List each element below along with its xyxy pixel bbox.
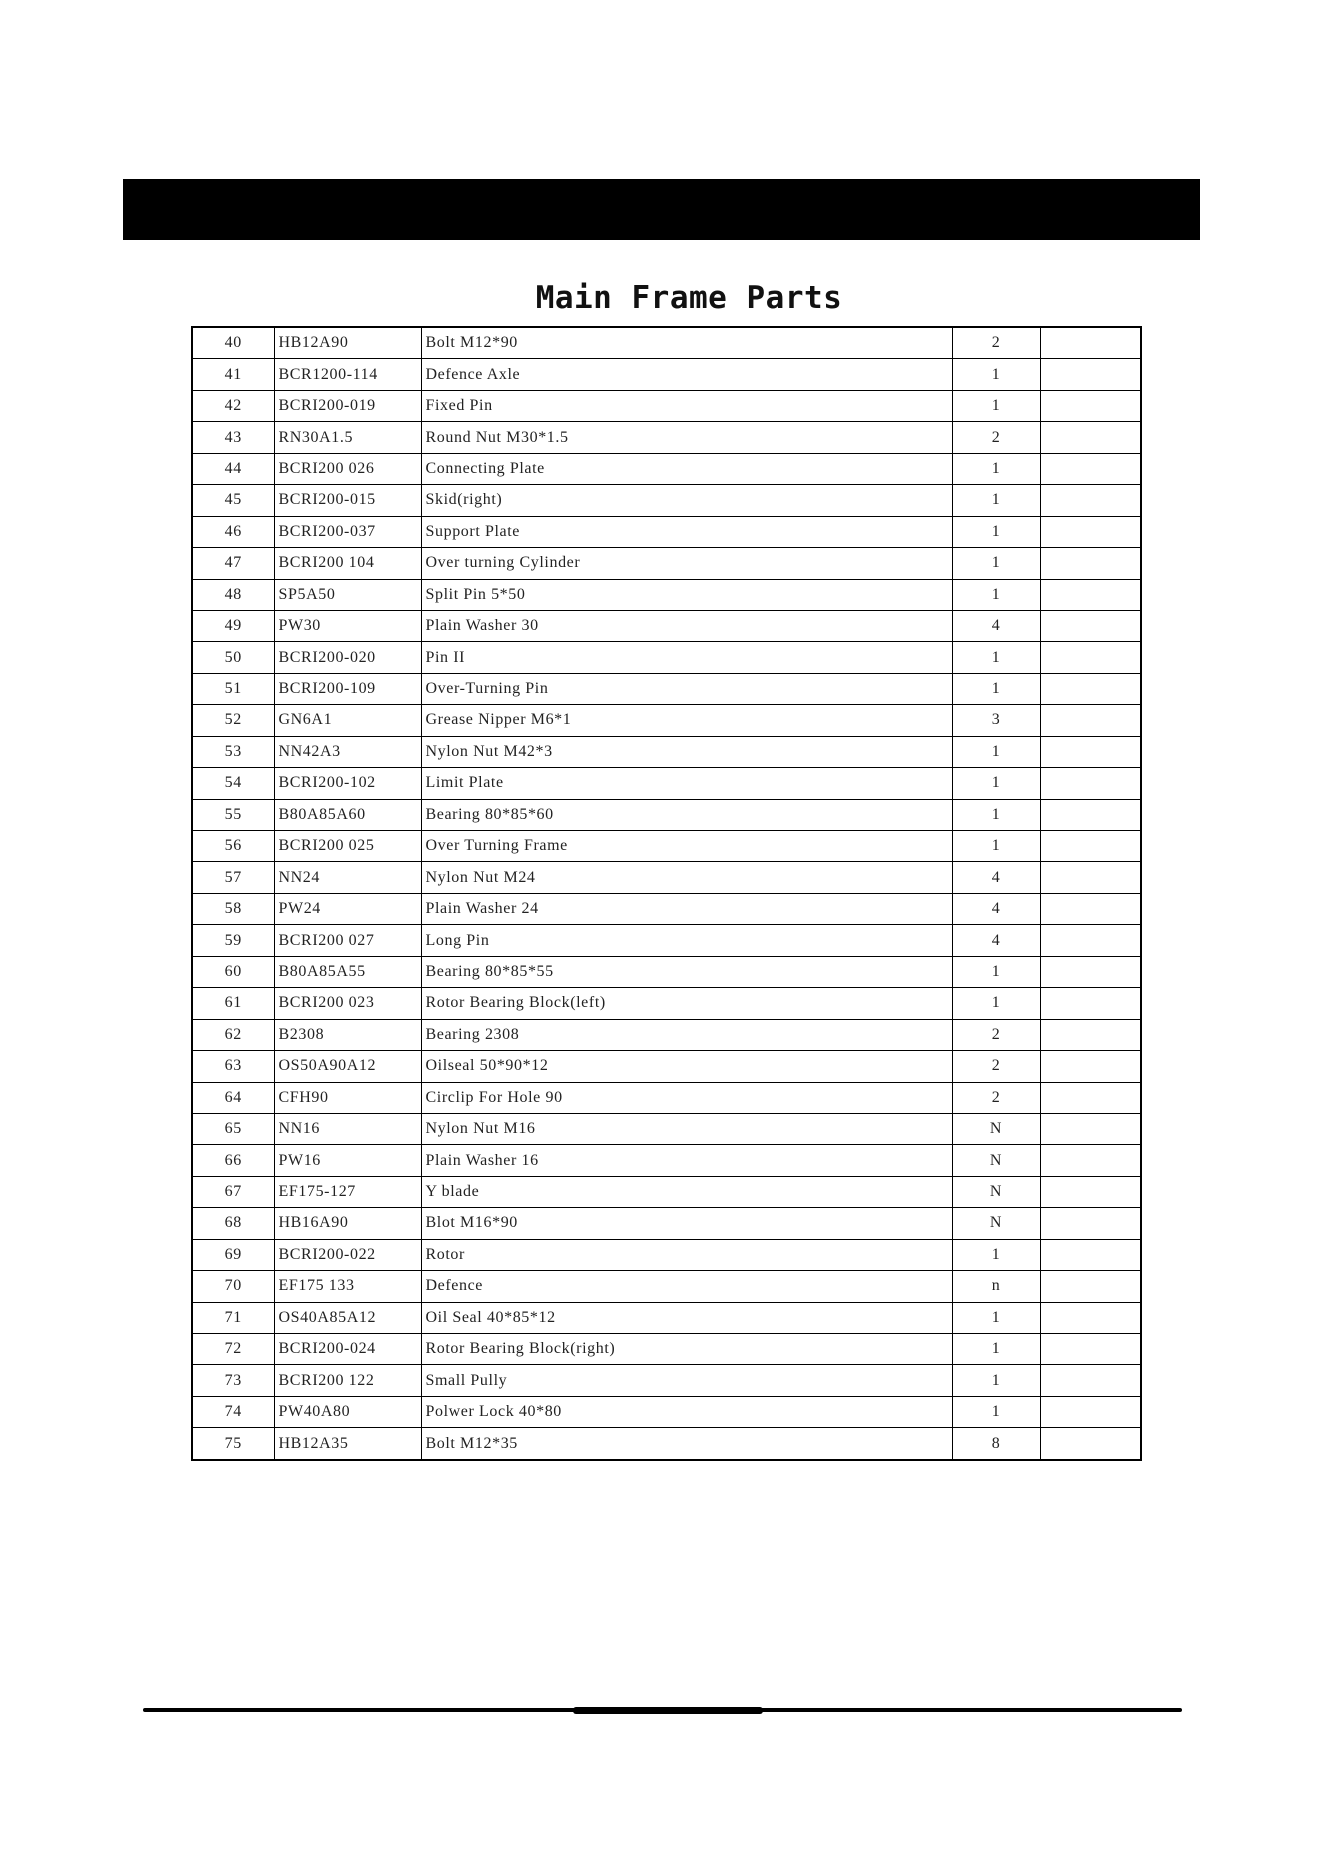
part-code-cell: BCRI200 104 (274, 548, 421, 579)
table-row (192, 1176, 1141, 1207)
quantity-cell: 3 (952, 705, 1040, 736)
part-code-cell: B80A85A60 (274, 799, 421, 830)
part-number-cell: 67 (192, 1176, 274, 1207)
quantity-cell: 1 (952, 1239, 1040, 1270)
table-row (192, 831, 1141, 862)
part-code-cell: BCRI200-020 (274, 642, 421, 673)
remark-cell (1040, 1208, 1141, 1239)
remark-cell (1040, 1051, 1141, 1082)
part-name-cell: Limit Plate (421, 768, 952, 799)
remark-cell (1040, 1113, 1141, 1144)
table-row (192, 956, 1141, 987)
part-name-cell: Plain Washer 24 (421, 893, 952, 924)
part-name-cell: Split Pin 5*50 (421, 579, 952, 610)
remark-cell (1040, 1145, 1141, 1176)
table-row (192, 485, 1141, 516)
part-number-cell: 51 (192, 673, 274, 704)
table-row (192, 1113, 1141, 1144)
table-row (192, 548, 1141, 579)
part-number-cell: 55 (192, 799, 274, 830)
part-name-cell: Grease Nipper M6*1 (421, 705, 952, 736)
table-row (192, 768, 1141, 799)
table-row (192, 516, 1141, 547)
remark-cell (1040, 579, 1141, 610)
table-row (192, 390, 1141, 421)
part-number-cell: 45 (192, 485, 274, 516)
part-number-cell: 75 (192, 1428, 274, 1460)
part-code-cell: NN16 (274, 1113, 421, 1144)
table-row (192, 327, 1141, 359)
part-code-cell: BCRI200 023 (274, 988, 421, 1019)
part-code-cell: BCRI200-037 (274, 516, 421, 547)
table-row (192, 359, 1141, 390)
part-number-cell: 71 (192, 1302, 274, 1333)
remark-cell (1040, 705, 1141, 736)
part-number-cell: 44 (192, 453, 274, 484)
part-code-cell: OS40A85A12 (274, 1302, 421, 1333)
page-title: Main Frame Parts (535, 280, 843, 316)
part-code-cell: BCRI200-022 (274, 1239, 421, 1270)
table-row (192, 1334, 1141, 1365)
parts-table-body (192, 327, 1141, 1460)
part-name-cell: Bolt M12*90 (421, 327, 952, 359)
part-number-cell: 52 (192, 705, 274, 736)
remark-cell (1040, 485, 1141, 516)
remark-cell (1040, 799, 1141, 830)
remark-cell (1040, 768, 1141, 799)
part-code-cell: HB12A90 (274, 327, 421, 359)
table-row (192, 799, 1141, 830)
remark-cell (1040, 1302, 1141, 1333)
part-number-cell: 73 (192, 1365, 274, 1396)
part-name-cell: Bearing 80*85*60 (421, 799, 952, 830)
table-row (192, 1019, 1141, 1050)
part-number-cell: 50 (192, 642, 274, 673)
quantity-cell: n (952, 1271, 1040, 1302)
part-name-cell: Defence (421, 1271, 952, 1302)
quantity-cell: 4 (952, 925, 1040, 956)
quantity-cell: 1 (952, 642, 1040, 673)
part-number-cell: 41 (192, 359, 274, 390)
page-title-wrap (0, 276, 1324, 320)
remark-cell (1040, 610, 1141, 641)
quantity-cell: N (952, 1176, 1040, 1207)
part-name-cell: Over-Turning Pin (421, 673, 952, 704)
quantity-cell: 1 (952, 516, 1040, 547)
table-row (192, 1145, 1141, 1176)
table-row (192, 1208, 1141, 1239)
quantity-cell: 1 (952, 956, 1040, 987)
part-code-cell: BCR1200-114 (274, 359, 421, 390)
quantity-cell: 1 (952, 485, 1040, 516)
part-name-cell: Long Pin (421, 925, 952, 956)
part-name-cell: Blot M16*90 (421, 1208, 952, 1239)
part-number-cell: 47 (192, 548, 274, 579)
quantity-cell: 1 (952, 988, 1040, 1019)
part-code-cell: PW30 (274, 610, 421, 641)
table-row (192, 736, 1141, 767)
table-row (192, 1271, 1141, 1302)
quantity-cell: 8 (952, 1428, 1040, 1460)
part-number-cell: 64 (192, 1082, 274, 1113)
table-row (192, 673, 1141, 704)
remark-cell (1040, 422, 1141, 453)
remark-cell (1040, 1428, 1141, 1460)
part-code-cell: B2308 (274, 1019, 421, 1050)
table-row (192, 642, 1141, 673)
part-number-cell: 60 (192, 956, 274, 987)
part-code-cell: HB16A90 (274, 1208, 421, 1239)
part-name-cell: Over Turning Frame (421, 831, 952, 862)
quantity-cell: 2 (952, 1019, 1040, 1050)
part-name-cell: Round Nut M30*1.5 (421, 422, 952, 453)
quantity-cell: 1 (952, 1302, 1040, 1333)
table-row (192, 862, 1141, 893)
remark-cell (1040, 893, 1141, 924)
part-number-cell: 69 (192, 1239, 274, 1270)
table-row (192, 1051, 1141, 1082)
quantity-cell: 1 (952, 673, 1040, 704)
part-code-cell: BCRI200 027 (274, 925, 421, 956)
part-code-cell: BCRI200-102 (274, 768, 421, 799)
part-number-cell: 58 (192, 893, 274, 924)
part-number-cell: 40 (192, 327, 274, 359)
table-row (192, 1396, 1141, 1427)
remark-cell (1040, 988, 1141, 1019)
part-number-cell: 49 (192, 610, 274, 641)
quantity-cell: 4 (952, 862, 1040, 893)
quantity-cell: 1 (952, 799, 1040, 830)
remark-cell (1040, 673, 1141, 704)
part-name-cell: Pin II (421, 642, 952, 673)
part-code-cell: BCRI200 025 (274, 831, 421, 862)
table-row (192, 610, 1141, 641)
remark-cell (1040, 453, 1141, 484)
part-number-cell: 63 (192, 1051, 274, 1082)
part-number-cell: 59 (192, 925, 274, 956)
remark-cell (1040, 1019, 1141, 1050)
part-code-cell: RN30A1.5 (274, 422, 421, 453)
quantity-cell: 1 (952, 1365, 1040, 1396)
quantity-cell: 1 (952, 831, 1040, 862)
part-number-cell: 54 (192, 768, 274, 799)
remark-cell (1040, 1082, 1141, 1113)
remark-cell (1040, 956, 1141, 987)
part-name-cell: Defence Axle (421, 359, 952, 390)
part-number-cell: 42 (192, 390, 274, 421)
quantity-cell: 4 (952, 893, 1040, 924)
remark-cell (1040, 862, 1141, 893)
part-code-cell: PW24 (274, 893, 421, 924)
part-name-cell: Plain Washer 30 (421, 610, 952, 641)
quantity-cell: 2 (952, 1082, 1040, 1113)
part-name-cell: Plain Washer 16 (421, 1145, 952, 1176)
part-name-cell: Bolt M12*35 (421, 1428, 952, 1460)
quantity-cell: 2 (952, 1051, 1040, 1082)
table-row (192, 422, 1141, 453)
part-name-cell: Fixed Pin (421, 390, 952, 421)
table-row (192, 1082, 1141, 1113)
part-number-cell: 56 (192, 831, 274, 862)
quantity-cell: 1 (952, 1334, 1040, 1365)
header-bar (123, 179, 1200, 240)
remark-cell (1040, 1334, 1141, 1365)
remark-cell (1040, 1365, 1141, 1396)
part-name-cell: Bearing 2308 (421, 1019, 952, 1050)
remark-cell (1040, 548, 1141, 579)
remark-cell (1040, 831, 1141, 862)
part-code-cell: PW16 (274, 1145, 421, 1176)
part-code-cell: EF175 133 (274, 1271, 421, 1302)
footer-rule (143, 1708, 1182, 1712)
remark-cell (1040, 327, 1141, 359)
table-row (192, 1428, 1141, 1460)
quantity-cell: 1 (952, 390, 1040, 421)
part-name-cell: Rotor Bearing Block(left) (421, 988, 952, 1019)
part-code-cell: BCRI200-019 (274, 390, 421, 421)
part-code-cell: OS50A90A12 (274, 1051, 421, 1082)
remark-cell (1040, 1271, 1141, 1302)
part-name-cell: Y blade (421, 1176, 952, 1207)
part-code-cell: HB12A35 (274, 1428, 421, 1460)
part-name-cell: Small Pully (421, 1365, 952, 1396)
part-number-cell: 48 (192, 579, 274, 610)
part-name-cell: Oil Seal 40*85*12 (421, 1302, 952, 1333)
part-name-cell: Nylon Nut M16 (421, 1113, 952, 1144)
quantity-cell: 1 (952, 768, 1040, 799)
table-row (192, 1365, 1141, 1396)
part-number-cell: 61 (192, 988, 274, 1019)
part-name-cell: Rotor Bearing Block(right) (421, 1334, 952, 1365)
part-name-cell: Nylon Nut M42*3 (421, 736, 952, 767)
quantity-cell: 1 (952, 359, 1040, 390)
remark-cell (1040, 516, 1141, 547)
part-code-cell: PW40A80 (274, 1396, 421, 1427)
remark-cell (1040, 736, 1141, 767)
table-row (192, 925, 1141, 956)
remark-cell (1040, 925, 1141, 956)
part-number-cell: 53 (192, 736, 274, 767)
quantity-cell: 1 (952, 736, 1040, 767)
quantity-cell: 2 (952, 422, 1040, 453)
remark-cell (1040, 390, 1141, 421)
remark-cell (1040, 1239, 1141, 1270)
part-name-cell: Over turning Cylinder (421, 548, 952, 579)
part-name-cell: Oilseal 50*90*12 (421, 1051, 952, 1082)
part-code-cell: NN42A3 (274, 736, 421, 767)
remark-cell (1040, 1396, 1141, 1427)
table-row (192, 579, 1141, 610)
quantity-cell: N (952, 1113, 1040, 1144)
part-code-cell: SP5A50 (274, 579, 421, 610)
parts-table (191, 326, 1142, 1461)
remark-cell (1040, 642, 1141, 673)
part-number-cell: 66 (192, 1145, 274, 1176)
part-code-cell: BCRI200 026 (274, 453, 421, 484)
part-number-cell: 65 (192, 1113, 274, 1144)
part-name-cell: Support Plate (421, 516, 952, 547)
quantity-cell: 1 (952, 1396, 1040, 1427)
part-number-cell: 74 (192, 1396, 274, 1427)
part-code-cell: BCRI200-015 (274, 485, 421, 516)
quantity-cell: 2 (952, 327, 1040, 359)
part-number-cell: 70 (192, 1271, 274, 1302)
quantity-cell: 4 (952, 610, 1040, 641)
part-name-cell: Circlip For Hole 90 (421, 1082, 952, 1113)
part-number-cell: 62 (192, 1019, 274, 1050)
quantity-cell: 1 (952, 579, 1040, 610)
part-code-cell: NN24 (274, 862, 421, 893)
part-name-cell: Polwer Lock 40*80 (421, 1396, 952, 1427)
part-number-cell: 43 (192, 422, 274, 453)
table-row (192, 705, 1141, 736)
quantity-cell: N (952, 1145, 1040, 1176)
part-code-cell: GN6A1 (274, 705, 421, 736)
table-row (192, 453, 1141, 484)
remark-cell (1040, 359, 1141, 390)
part-name-cell: Rotor (421, 1239, 952, 1270)
remark-cell (1040, 1176, 1141, 1207)
part-name-cell: Connecting Plate (421, 453, 952, 484)
part-code-cell: BCRI200 122 (274, 1365, 421, 1396)
part-name-cell: Skid(right) (421, 485, 952, 516)
part-code-cell: BCRI200-024 (274, 1334, 421, 1365)
part-code-cell: CFH90 (274, 1082, 421, 1113)
part-name-cell: Bearing 80*85*55 (421, 956, 952, 987)
part-number-cell: 57 (192, 862, 274, 893)
part-code-cell: EF175-127 (274, 1176, 421, 1207)
quantity-cell: N (952, 1208, 1040, 1239)
table-row (192, 988, 1141, 1019)
quantity-cell: 1 (952, 548, 1040, 579)
table-row (192, 1239, 1141, 1270)
part-code-cell: B80A85A55 (274, 956, 421, 987)
quantity-cell: 1 (952, 453, 1040, 484)
part-name-cell: Nylon Nut M24 (421, 862, 952, 893)
table-row (192, 893, 1141, 924)
part-number-cell: 68 (192, 1208, 274, 1239)
table-row (192, 1302, 1141, 1333)
part-number-cell: 46 (192, 516, 274, 547)
part-code-cell: BCRI200-109 (274, 673, 421, 704)
part-number-cell: 72 (192, 1334, 274, 1365)
